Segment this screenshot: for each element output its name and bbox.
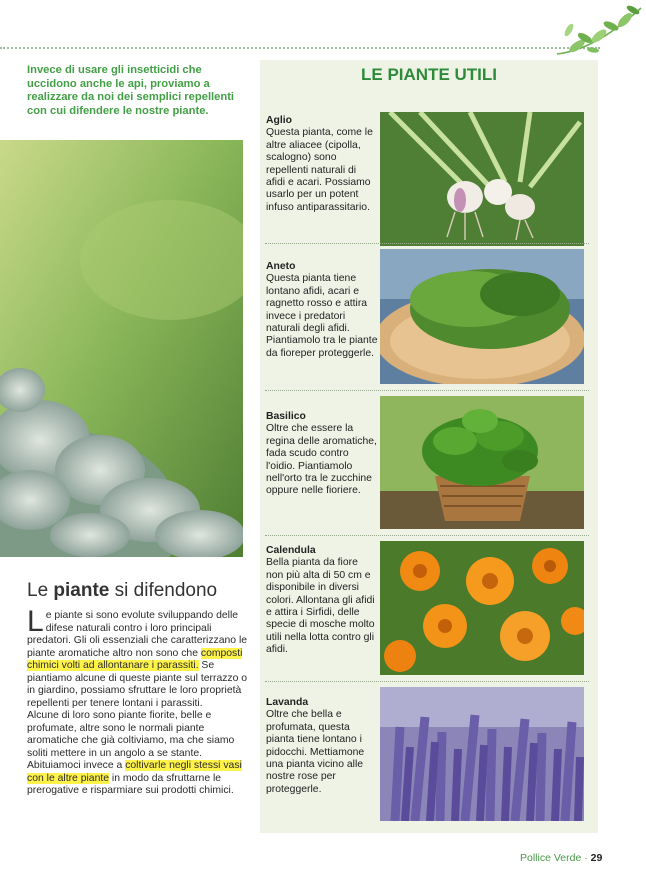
box-title: LE PIANTE UTILI bbox=[361, 65, 497, 84]
plant-name: Calendula bbox=[266, 545, 316, 556]
intro-text: Invece di usare gli insetticidi che uccidono anche le api, proviamo a realizzare da noi dei semplici repellenti con cui difendere le nostre piante. bbox=[27, 64, 235, 117]
plant-name: Basilico bbox=[266, 411, 306, 422]
highlight-2: coltivarle negli stessi vasi con le altre piante bbox=[27, 760, 242, 784]
separator bbox=[265, 243, 589, 244]
plant-name: Aneto bbox=[266, 261, 296, 272]
aphid-photo bbox=[0, 140, 243, 557]
lavender-photo bbox=[380, 687, 584, 821]
paragraph-2: Alcune di loro sono piante fiorite, belle e profumate, altre sono le normali piante aromatiche che già coltiviamo, ma che siamo soliti mettere in un angolo a se stante. bbox=[27, 710, 235, 759]
dill-photo bbox=[380, 249, 584, 384]
separator bbox=[265, 390, 589, 391]
plant-description: Questa pianta, come le altre aliacee (cipolla, scalogno) sono repellenti naturali di afidi e acari. Possiamo usarlo per un potent infuso antiparassitario. bbox=[266, 127, 373, 213]
article-body bbox=[27, 605, 252, 798]
top-dotted-rule bbox=[0, 47, 600, 49]
page-number: 29 bbox=[590, 852, 603, 864]
separator bbox=[265, 681, 589, 682]
separator bbox=[265, 535, 589, 536]
section-title: Le piante si difendono bbox=[27, 580, 218, 601]
plant-description: Oltre che bella e profumata, questa pianta tiene lontano i pidocchi. Mettiamone una pianta vicino alle nostre rose per proteggerle. bbox=[266, 709, 365, 795]
plant-description: Oltre che essere la regina delle aromatiche, fada scudo contro l'oidio. Piantiamolo nell'orto tra le zucchine oppure nelle fioriere. bbox=[266, 423, 377, 497]
plant-name: Lavanda bbox=[266, 697, 309, 708]
basil-photo bbox=[380, 396, 584, 529]
plant-description: Questa pianta tiene lontano afidi, acari e ragnetto rosso e attira invece i predatori naturali degli afidi. Piantiamolo tra le piante da fioreper proteggerle. bbox=[266, 273, 378, 359]
dropcap: L bbox=[27, 605, 44, 638]
calendula-photo bbox=[380, 541, 584, 675]
highlight-1: composti chimici volti ad allontanare i parassiti. bbox=[27, 647, 243, 671]
garlic-photo bbox=[380, 112, 584, 246]
paragraph-1: Le piante si sono evolute sviluppando delle difese naturali contro i loro principali predatori. Gli oli essenziali che caratterizzano le piante aromatiche altro non sono che composti chimici volti ad allontanare i parassiti. Se piantiamo alcune di queste piante sul terrazzo o in giardino, possiamo sfruttare le loro proprietà repellenti per tenere lontani i parassiti. bbox=[27, 605, 248, 709]
useful-plants-box bbox=[260, 60, 598, 833]
page-footer: Pollice Verde · 29 bbox=[520, 852, 603, 864]
paragraph-3: Abituiamoci invece a coltivarle negli stessi vasi con le altre piante in modo da sfruttarne le prerogative e risparmiare sui prodotti chimici. bbox=[27, 760, 242, 796]
plant-name: Aglio bbox=[266, 115, 292, 126]
leaf-sprig-icon bbox=[555, 2, 643, 62]
plant-description: Bella pianta da fiore non più alta di 50 cm e disponibile in diversi colori. Allontana gli afidi e attira i Sirfidi, delle specie di mosche molto utili nella lotta contro gli afidi. bbox=[266, 557, 375, 656]
magazine-name: Pollice Verde bbox=[520, 852, 582, 864]
